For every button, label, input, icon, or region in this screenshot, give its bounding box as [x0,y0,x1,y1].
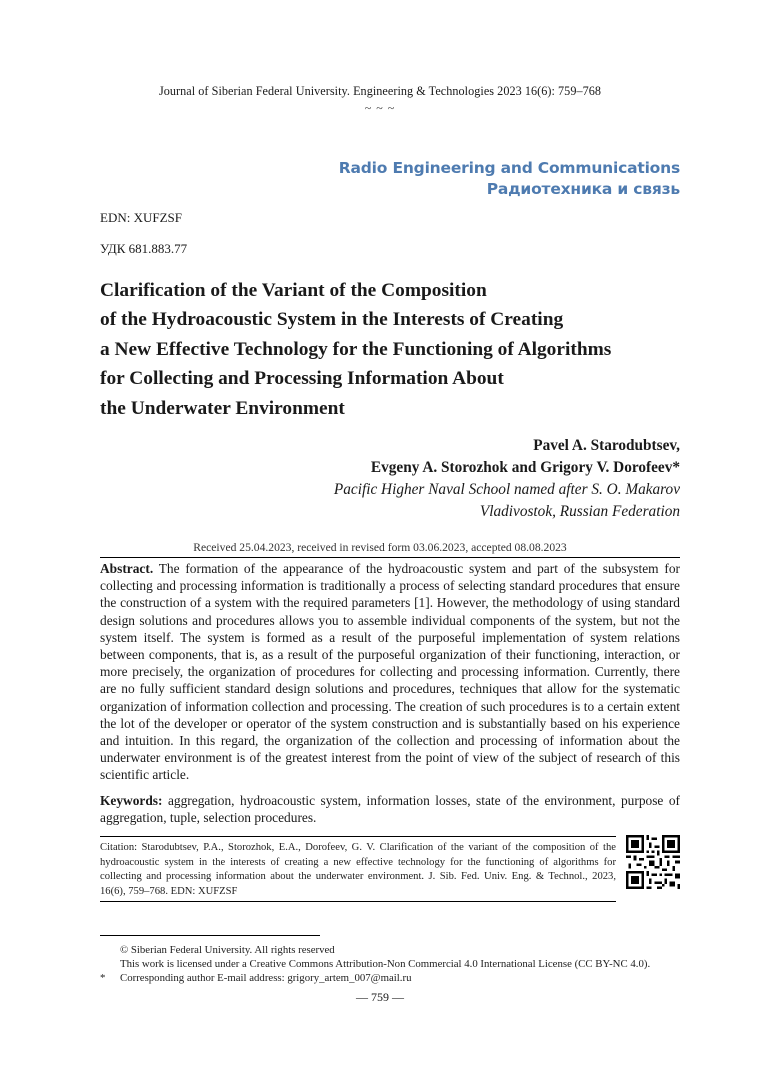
author-line: Pavel A. Starodubtsev, [533,437,680,454]
divider [100,557,680,558]
affiliation-line: Vladivostok, Russian Federation [479,502,680,520]
affiliation [334,479,680,522]
footnote-asterisk: * [100,972,106,984]
qr-code-icon [626,835,680,889]
received-dates: Received 25.04.2023, received in revised form 03.06.2023, accepted 08.08.2023 [193,541,567,554]
license-note: This work is licensed under a Creative Commons Attribution-Non Commercial 4.0 International License (CC BY-NC 4.0). [120,958,651,970]
article-title [100,276,680,423]
corresponding-note [100,971,700,985]
author-line: Evgeny A. Storozhok and Grigory V. Dorofeev* [370,459,680,476]
divider [100,836,616,837]
udk-code: УДК 681.883.77 [100,241,188,256]
citation: Citation: Starodubtsev, P.A., Storozhok, E.A., Dorofeev, G. V. Clarification of the variant of the composition of the hydroacoustic system in the interests of creating a new effective technology for the functioning of algorithms for collecting and processing information about the underwater environment. J. Sib. Fed. Univ. Eng. & Technol., 2023, 16(6), 759–768. EDN: XUFZSF [100,842,616,897]
section-title-en: Radio Engineering and Communications [338,159,680,177]
edn-code: EDN: XUFZSF [100,210,182,225]
footnote-divider [100,935,320,936]
title-line: the Underwater Environment [100,397,345,419]
title-line: a New Effective Technology for the Functioning of Algorithms [100,338,612,360]
divider [100,901,616,902]
title-line: for Collecting and Processing Information About [100,368,504,390]
section-title-ru: Радиотехника и связь [486,180,680,198]
abstract-text: The formation of the appearance of the hydroacoustic system and part of the subsystem for collecting and processing information is traditionally a process of selecting standard procedures that ensure the construction of a system with the required parameters [1]. However, the methodology of using standard design solutions and procedures allows you to assemble individual components of the system, but not the system itself. The system is formed as a result of the purposeful implementation of system relations between components, that is, as a result of the purposeful organization of their functioning, interaction, or more precisely, the organization of procedures for collecting and processing information. Currently, there are no fully sufficient standard design solutions and procedures, techniques that allow for the systematic organization of information collection and processing. The creation of such procedures is to a certain extent the lot of the developer or operator of the system construction and is substantially based on his experience and intuition. In this regard, the organization of the collection and processing of information about the underwater environment is of the greatest interest from the point of view of the subject of research of this scientific article. [100,561,680,783]
keywords-text: aggregation, hydroacoustic system, information losses, state of the environment, purpose of aggregation, tuple, selection procedures. [100,793,680,826]
affiliation-line: Pacific Higher Naval School named after S. O. Makarov [333,481,680,498]
journal-header: Journal of Siberian Federal University. Engineering & Technologies 2023 16(6): 759–768 [158,84,602,98]
title-line: Clarification of the Variant of the Composition [100,280,487,301]
keywords-label: Keywords: [100,793,163,808]
keywords [100,792,680,826]
abstract-label: Abstract. [100,561,154,576]
title-line: of the Hydroacoustic System in the Interests of Creating [100,309,564,331]
header-ornament: ~ ~ ~ [364,101,396,115]
corresponding-text: Corresponding author E-mail address: grigory_artem_007@mail.ru [120,972,412,984]
page-number: — 759 — [356,990,404,1004]
abstract [100,560,680,784]
authors [371,435,680,479]
copyright-note: © Siberian Federal University. All rights reserved [120,944,335,956]
